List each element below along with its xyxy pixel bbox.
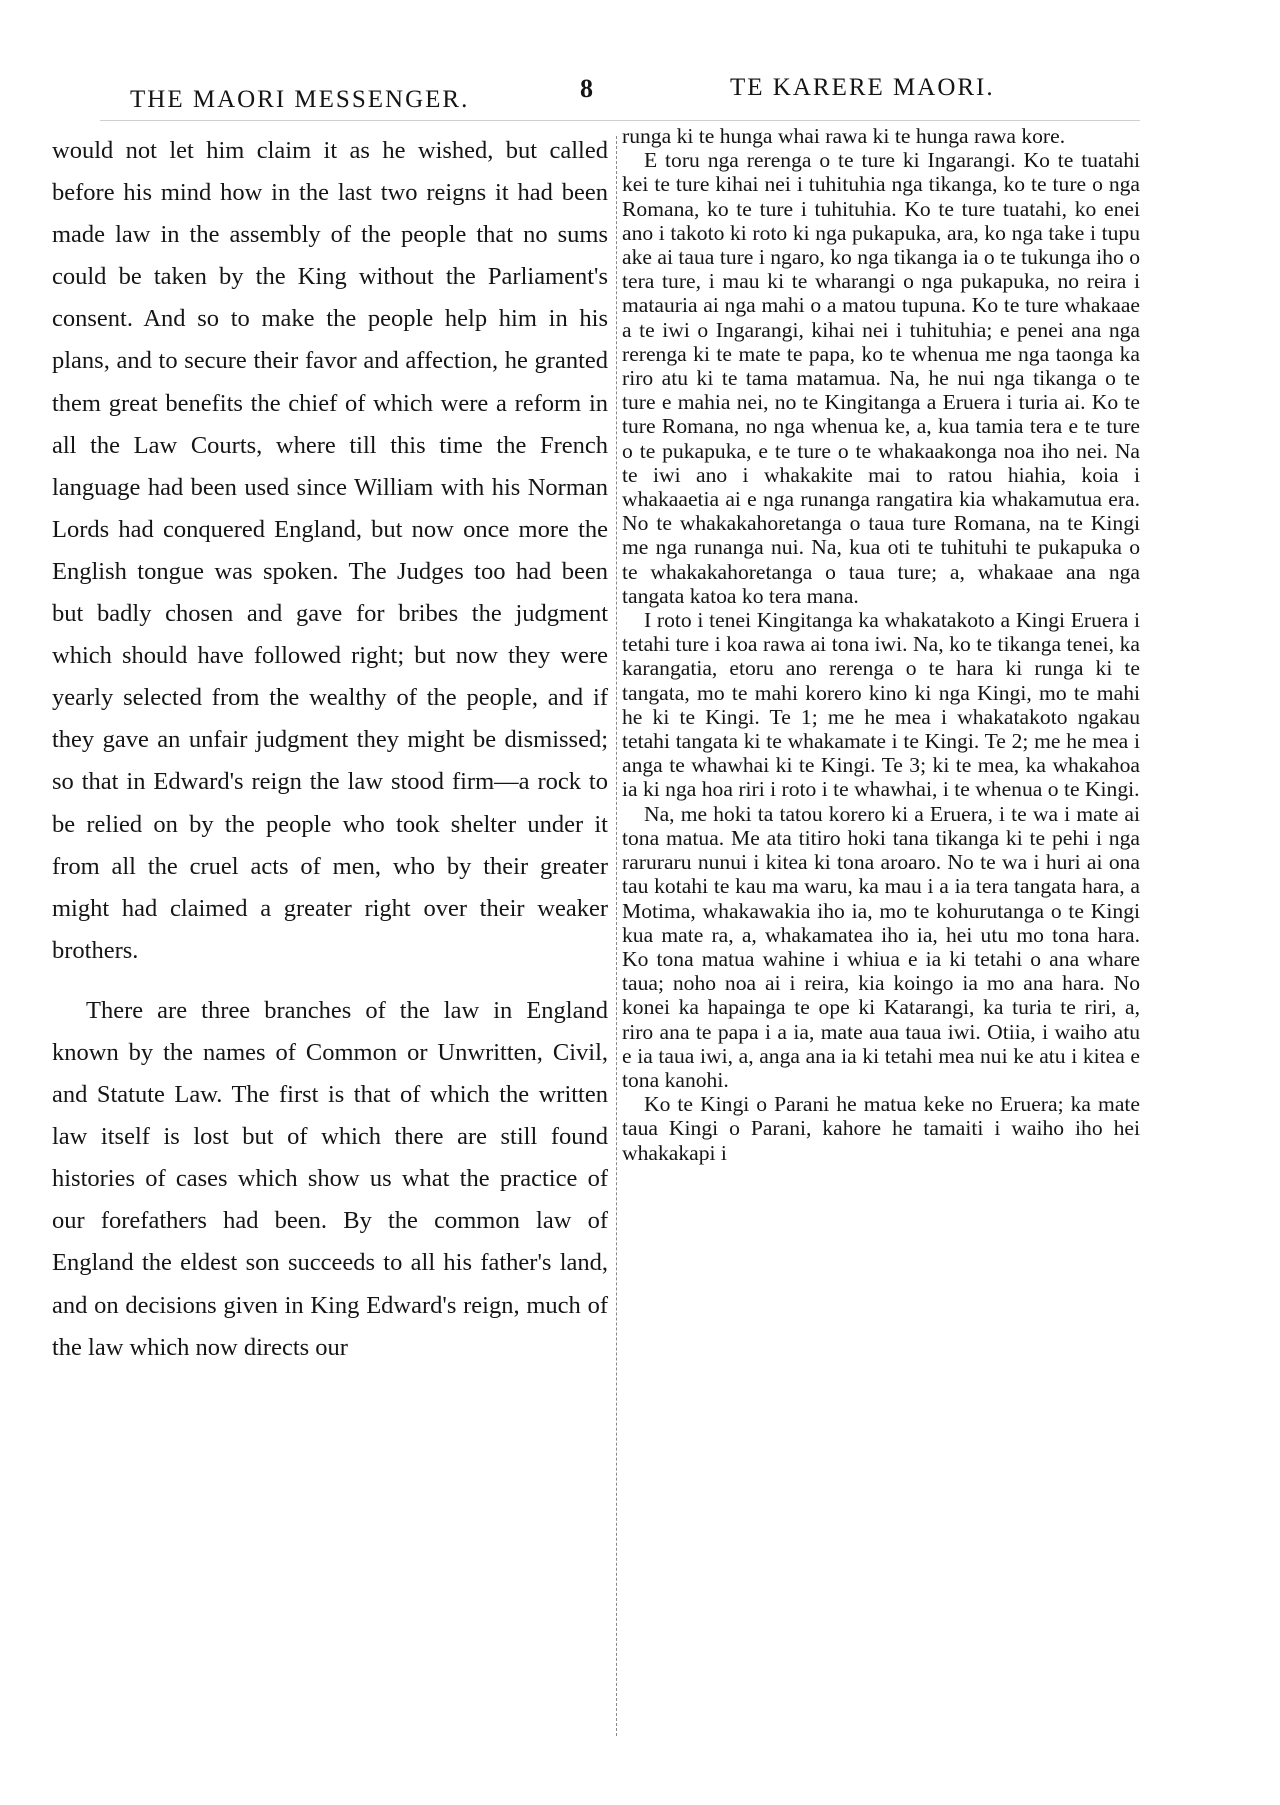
maori-paragraph-5: Ko te Kingi o Parani he matua keke no Eruera; ka mate taua Kingi o Parani, kahore he tamaiti i waiho iho hei whakakapi i [622,1092,1140,1165]
english-paragraph-2: There are three branches of the law in England known by the names of Common or Unwritten, Civil, and Statute Law. The first is that of which the written law itself is lost but of which there are still found histories of cases which show us what the practice of our forefathers had been. By the common law of England the eldest son succeeds to all his father's land, and on decisions given in King Edward's reign, much of the law which now directs our [52,996,608,1361]
maori-paragraph-1: runga ki te hunga whai rawa ki te hunga rawa kore. [622,124,1066,148]
page-number: 8 [580,74,593,103]
maori-column [622,124,1140,1165]
maori-masthead: TE KARERE MAORI. [730,74,995,101]
english-paragraph-1: would not let him claim it as he wished, but called before his mind how in the last two reigns it had been made law in the assembly of the people that no sums could be taken by the King without the Parliament's consent. And so to make the people help him in his plans, and to secure their favor and affection, he granted them great benefits the chief of which were a reform in all the Law Courts, where till this time the French language had been used since William with his Norman Lords had conquered England, but now once more the English tongue was spoken. The Judges too had been but badly chosen and gave for bribes the judgment which should have followed right; but now they were yearly selected from the wealthy of the people, and if they gave an unfair judgment they might be dismissed; so that in Edward's reign the law stood firm—a rock to be relied on by the people who took shelter under it from all the cruel acts of men, who by their greater might had claimed a greater right over their weaker brothers. [52,137,608,964]
page-header [0,66,1280,113]
maori-paragraph-3: I roto i tenei Kingitanga ka whakatakoto a Kingi Eruera i tetahi ture i koa rawa ai tona iwi. Na, ko te tikanga tenei, ka karangatia, etoru ano rerenga o te hara ki runga ki te tangata, mo te mahi korero kino ki nga Kingi, mo te mahi he ki te Kingi. Te 1; me he mea i whakatakoto ngakau tetahi tangata ki te whakamate i te Kingi. Te 2; me he mea i anga te whawhai ki te Kingi. Te 3; ki te mea, ka whakahoa ia ki nga hoa riri i roto i te whawhai, i te whenua o te Kingi. [622,608,1140,802]
english-column [52,130,608,1369]
column-divider [616,136,617,1736]
maori-paragraph-2: E toru nga rerenga o te ture ki Ingarangi. Ko te tuatahi kei te ture kihai nei i tuhituhia nga tikanga, ko te ture o nga Romana, ko te ture i tuhituhia. Ko te ture tuatahi, ko enei ano i takoto ki roto ki nga pukapuka, ara, ko nga take i tupu ake ai taua ture i ngaro, ko nga tikanga ia o te tukunga iho o tera ture, i mau ki te wharangi o nga pukapuka, no reira i matauria ai nga mahi o a matou tupuna. Ko te ture whakaae a te iwi o Ingarangi, kihai nei i tuhituhia; e penei ana nga rerenga ki te mate te papa, ko te whenua me nga taonga ka riro atu ki te tama matamua. Na, he nui nga tikanga o te ture e mahia nei, no te Kingitanga a Eruera i turia ai. Ko te ture Romana, no nga whenua ke, a, kua tamia tera e te ture o te pukapuka, e te ture o te whakaakonga noa iho nei. Na te iwi ano i whakakite mai to ratou hiahia, koia i whakaaetia ai e nga runanga rangatira kia whakamutua era. No te whakakahoretanga o taua ture Romana, na te Kingi me nga runanga nui. Na, kua oti te tuhituhi te pukapuka o te whakakahoretanga o taua ture; a, whakaae ana nga tangata katoa ko tera mana. [622,148,1140,608]
header-rule [100,120,1140,121]
maori-paragraph-4: Na, me hoki ta tatou korero ki a Eruera, i te wa i mate ai tona matua. Me ata titiro hoki tana tikanga ki te pehi i nga raruraru nunui i kitea ki tona aroaro. No te wa i huri ai ona tau kotahi te kau ma waru, ka mau i a ia tera tangata hara, a Motima, whakawakia iho ia, mo te kohurutanga o te Kingi kua mate ra, a, whakamatea iho ia, hei utu mo tona hara. Ko tona matua wahine i whiua e ia ki tetahi o ana whare taua; noho noa ai i reira, kia koingo ia mo ana hara. No konei ka hapainga te ope ki Katarangi, ka turia te riri, a, riro ana te papa i a ia, mate aua taua iwi. Otiia, i waiho atu e ia taua iwi, a, anga ana ia ki tetahi mea nui ke atu i kitea e tona kanohi. [622,801,1140,1092]
english-masthead: THE MAORI MESSENGER. [130,86,470,113]
